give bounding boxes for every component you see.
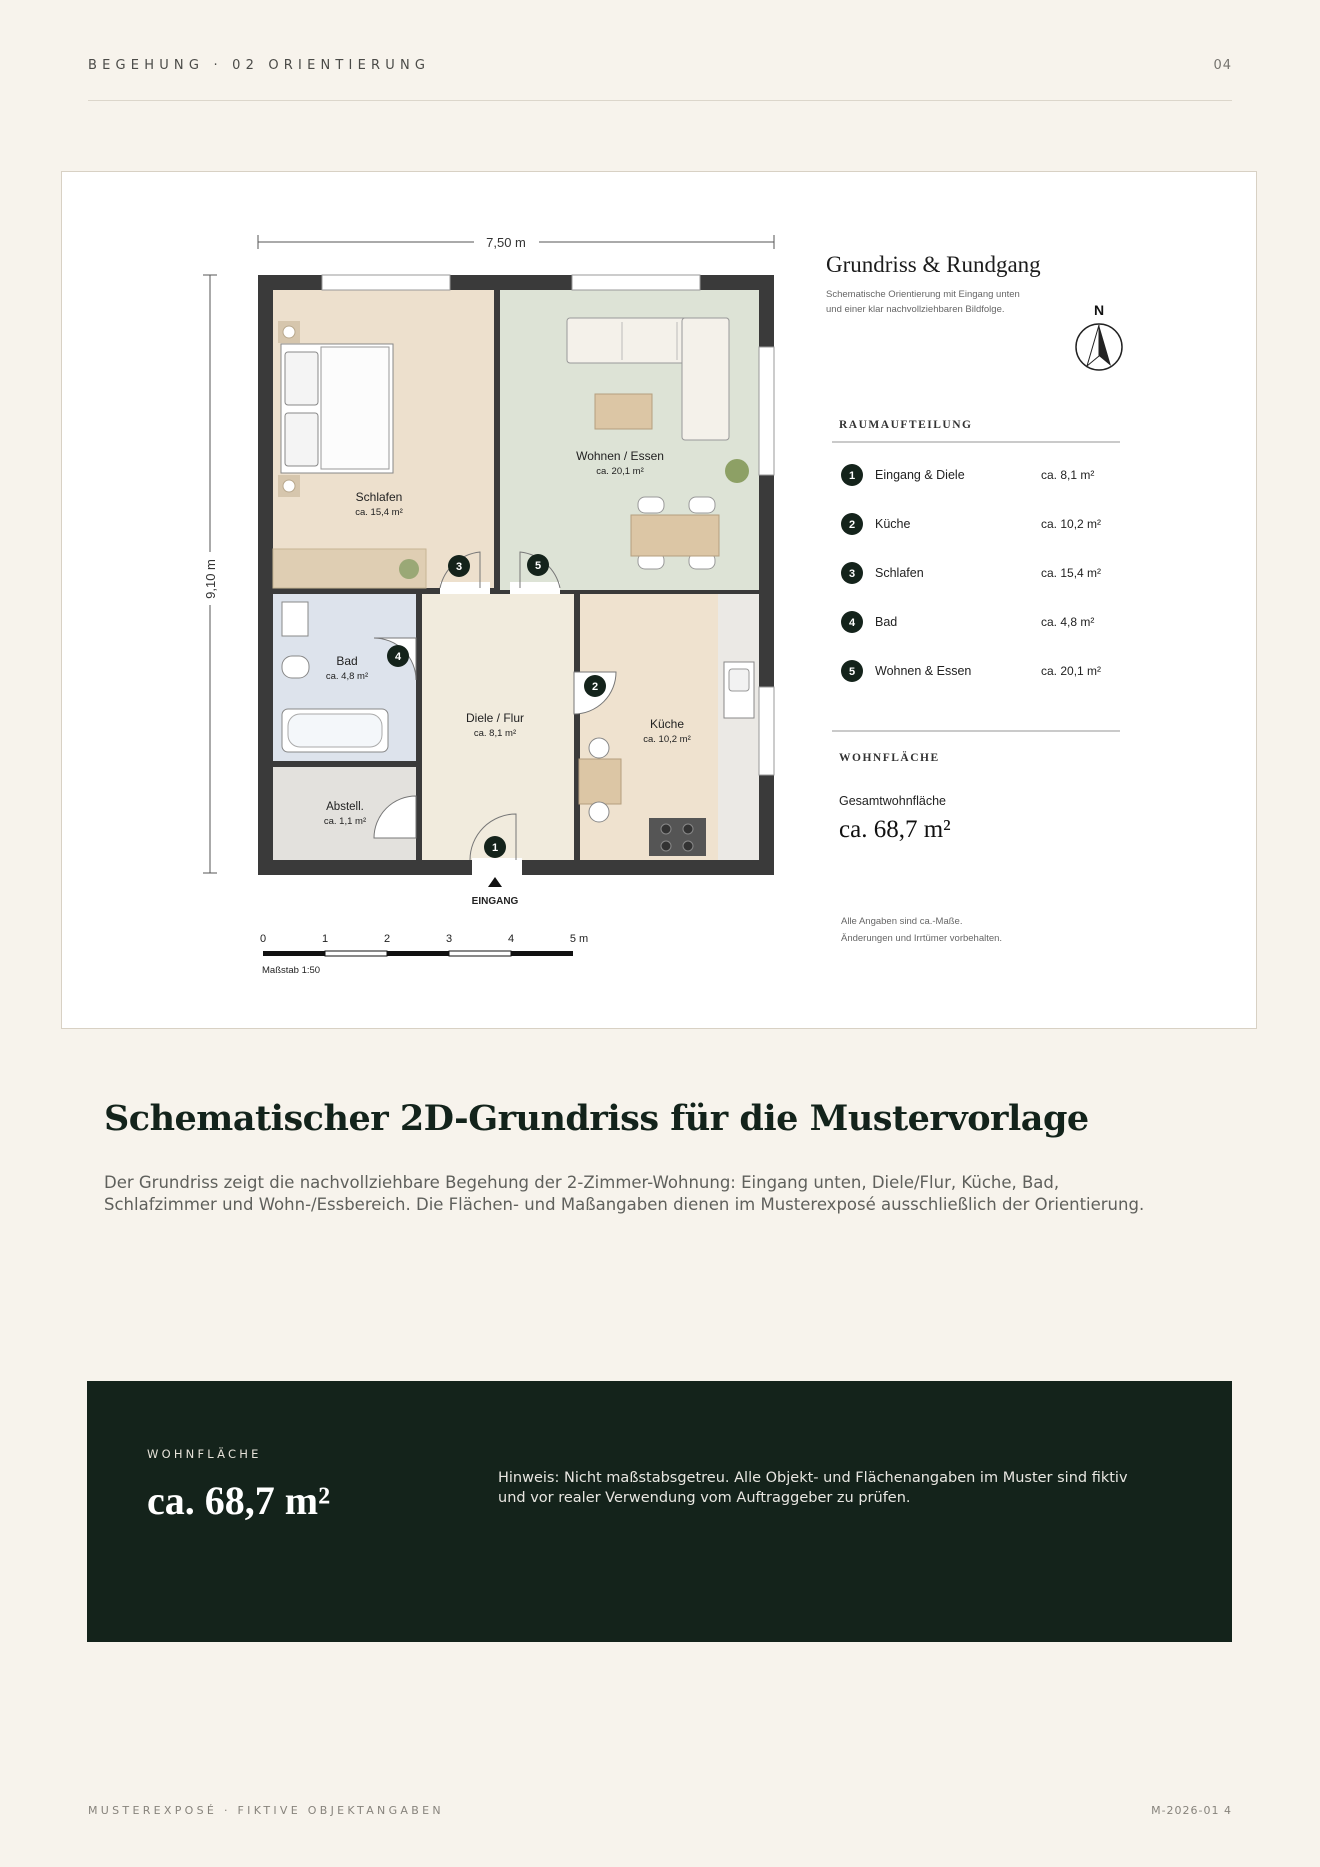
summary-value: ca. 68,7 m² bbox=[147, 1478, 331, 1523]
total-area-value: ca. 68,7 m² bbox=[839, 816, 951, 843]
header-page-number: 04 bbox=[1213, 58, 1232, 73]
header-section-title: BEGEHUNG · 02 ORIENTIERUNG bbox=[88, 58, 431, 73]
label-kueche-area: ca. 10,2 m² bbox=[643, 734, 691, 745]
label-abstell-area: ca. 1,1 m² bbox=[323, 816, 367, 827]
label-kueche: Küche bbox=[649, 717, 685, 731]
plant-icon bbox=[725, 459, 749, 483]
label-diele-area: ca. 8,1 m² bbox=[473, 728, 517, 739]
room-list-item bbox=[841, 660, 1101, 682]
room-diele bbox=[422, 594, 574, 860]
svg-text:5: 5 bbox=[848, 666, 856, 678]
plan-subtitle-1: Schematische Orientierung mit Eingang unten bbox=[826, 289, 1020, 300]
window-wohnen-side bbox=[759, 347, 774, 475]
room-area: ca. 15,4 m² bbox=[1041, 566, 1102, 580]
entrance-arrow-icon bbox=[488, 877, 502, 887]
plant-icon bbox=[399, 559, 419, 579]
dimension-height-label: 9,10 m bbox=[203, 559, 218, 599]
scale-tick: 2 bbox=[383, 933, 391, 945]
dimension-height bbox=[203, 275, 218, 873]
label-bad-area: ca. 4,8 m² bbox=[325, 671, 369, 682]
room-area: ca. 20,1 m² bbox=[1041, 664, 1102, 678]
room-list bbox=[841, 464, 1101, 682]
plan-subtitle-2: und einer klar nachvollziehbaren Bildfolge. bbox=[826, 304, 1005, 315]
label-schlafen-area: ca. 15,4 m² bbox=[355, 507, 403, 518]
scale-tick: 4 bbox=[507, 933, 515, 945]
label-abstell: Abstell. bbox=[326, 801, 364, 813]
room-name: Schlafen bbox=[875, 566, 924, 580]
marker-1 bbox=[484, 836, 506, 858]
marker-5 bbox=[527, 554, 549, 576]
disclaimer-2: Änderungen und Irrtümer vorbehalten. bbox=[841, 933, 1003, 944]
area-heading: WOHNFLÄCHE bbox=[839, 752, 940, 764]
disclaimer-1: Alle Angaben sind ca.-Maße. bbox=[841, 916, 963, 927]
svg-text:1: 1 bbox=[848, 470, 856, 482]
room-name: Bad bbox=[875, 615, 898, 629]
summary-note: Hinweis: Nicht maßstabsgetreu. Alle Objekt- und Flächenangaben im Muster sind fiktiv und vor realer Verwendung vom Auftraggeber zu prüfen. bbox=[498, 1470, 1128, 1506]
dimension-width-label: 7,50 m bbox=[486, 235, 526, 250]
marker-4 bbox=[387, 645, 409, 667]
coffee-table bbox=[595, 394, 652, 429]
scale-bar bbox=[260, 933, 588, 976]
dimension-width bbox=[258, 235, 774, 250]
summary-label: WOHNFLÄCHE bbox=[147, 1447, 262, 1461]
room-area: ca. 10,2 m² bbox=[1041, 517, 1102, 531]
plan-title: Grundriss & Rundgang bbox=[826, 252, 1041, 277]
scale-tick: 5 m bbox=[569, 933, 589, 945]
label-bad: Bad bbox=[336, 654, 358, 668]
window-kueche bbox=[759, 687, 774, 775]
entrance-label: EINGANG bbox=[471, 896, 519, 907]
room-area: ca. 8,1 m² bbox=[1041, 468, 1095, 482]
total-area-label: Gesamtwohnfläche bbox=[839, 794, 947, 808]
footer-right: M-2026-01 4 bbox=[1151, 1804, 1232, 1817]
label-schlafen: Schlafen bbox=[355, 490, 403, 504]
compass-icon bbox=[1076, 302, 1122, 370]
svg-text:4: 4 bbox=[848, 617, 856, 629]
marker-2 bbox=[584, 675, 606, 697]
svg-text:N: N bbox=[1093, 302, 1105, 318]
room-list-item bbox=[841, 513, 1101, 535]
room-list-item bbox=[841, 464, 1094, 486]
label-wohnen-area: ca. 20,1 m² bbox=[596, 466, 644, 477]
section-body: Der Grundriss zeigt die nachvollziehbare Begehung der 2-Zimmer-Wohnung: Eingang unten, Diele/Flur, Küche, Bad, Schlafzimmer und Wohn-/Essbereich. Die Flächen- und Maßangaben dienen im Musterexposé ausschließlich der Orientierung. bbox=[104, 1173, 1145, 1214]
svg-text:5: 5 bbox=[534, 560, 542, 572]
room-list-item bbox=[841, 611, 1094, 633]
scale-tick: 1 bbox=[321, 933, 329, 945]
room-name: Wohnen & Essen bbox=[875, 664, 972, 678]
scale-label: Maßstab 1:50 bbox=[262, 965, 321, 976]
rooms-heading: RAUMAUFTEILUNG bbox=[839, 419, 973, 431]
floor-plan-card bbox=[61, 171, 1257, 1029]
label-wohnen: Wohnen / Essen bbox=[576, 449, 664, 463]
footer-left: MUSTEREXPOSÉ · FIKTIVE OBJEKTANGABEN bbox=[88, 1804, 444, 1817]
marker-3 bbox=[448, 555, 470, 577]
svg-text:3: 3 bbox=[848, 568, 856, 580]
scale-tick: 3 bbox=[445, 933, 453, 945]
window-schlafen bbox=[322, 275, 450, 290]
kitchen-counter bbox=[718, 594, 759, 860]
svg-text:4: 4 bbox=[394, 651, 402, 663]
svg-text:2: 2 bbox=[848, 519, 856, 531]
bed bbox=[278, 321, 393, 497]
window-wohnen bbox=[572, 275, 700, 290]
label-diele: Diele / Flur bbox=[465, 711, 525, 725]
scale-tick: 0 bbox=[259, 933, 267, 945]
room-name: Küche bbox=[875, 517, 911, 531]
summary-box bbox=[87, 1381, 1232, 1642]
svg-text:1: 1 bbox=[491, 842, 499, 854]
page-header bbox=[88, 58, 1232, 101]
room-list-item bbox=[841, 562, 1101, 584]
svg-text:3: 3 bbox=[455, 561, 463, 573]
svg-text:2: 2 bbox=[591, 681, 599, 693]
floor-plan-figure bbox=[62, 172, 1258, 1030]
room-area: ca. 4,8 m² bbox=[1041, 615, 1095, 629]
room-name: Eingang & Diele bbox=[875, 468, 965, 482]
section-title: Schematischer 2D-Grundriss für die Mustervorlage bbox=[104, 1098, 1089, 1139]
